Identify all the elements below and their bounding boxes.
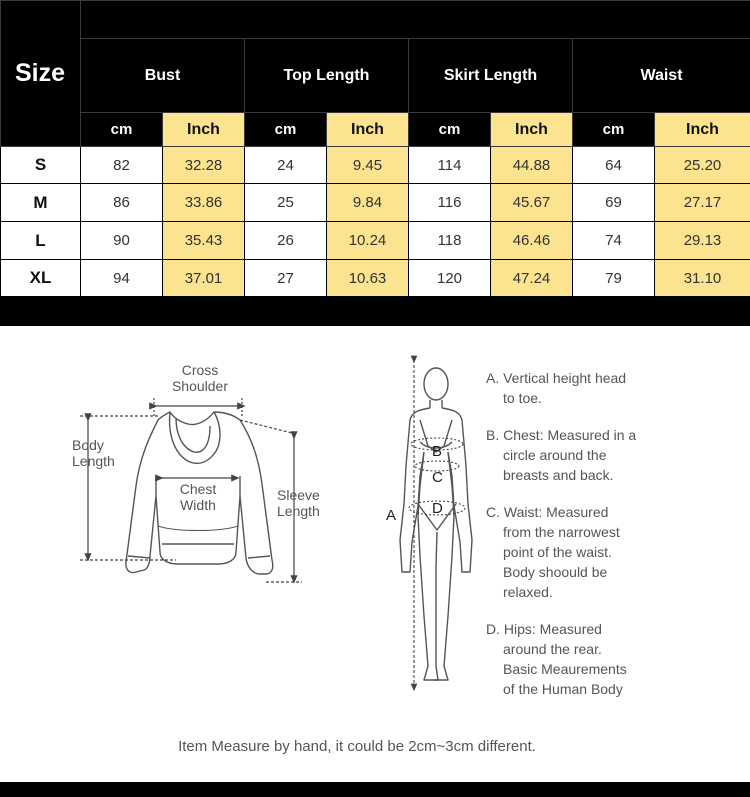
- cell: 24: [245, 147, 327, 184]
- cell: 10.24: [327, 222, 409, 260]
- measurement-note: Item Measure by hand, it could be 2cm~3cm different.: [178, 738, 536, 755]
- measurement-legend: [486, 368, 736, 716]
- cell: 114: [409, 147, 491, 184]
- table-row: [1, 147, 750, 184]
- cell: 35.43: [163, 222, 245, 260]
- cell: 26: [245, 222, 327, 260]
- cell: 94: [81, 260, 163, 297]
- size-label: L: [1, 222, 81, 260]
- cell: 29.13: [655, 222, 750, 260]
- cell: 44.88: [491, 147, 573, 184]
- unit-cm-header: cm: [573, 113, 655, 147]
- size-label: M: [1, 184, 81, 222]
- chest-width-label: Chest Width: [179, 481, 217, 513]
- cell: 86: [81, 184, 163, 222]
- table-row: [1, 260, 750, 297]
- cell: 47.24: [491, 260, 573, 297]
- group-header-top-length: Top Length: [245, 39, 409, 113]
- unit-header-row: [1, 113, 750, 147]
- cell: 37.01: [163, 260, 245, 297]
- legend-item-b: B. Chest: Measured in a circle around the breasts and back.: [486, 427, 637, 483]
- size-header: Size: [1, 1, 81, 147]
- cell: 9.45: [327, 147, 409, 184]
- human-body-icon: [400, 368, 472, 680]
- unit-inch-header: Inch: [163, 113, 245, 147]
- unit-cm-header: cm: [409, 113, 491, 147]
- table-row: [1, 184, 750, 222]
- unit-inch-header: Inch: [327, 113, 409, 147]
- cell: 27.17: [655, 184, 750, 222]
- marker-a: A: [386, 507, 397, 524]
- unit-inch-header: Inch: [655, 113, 750, 147]
- group-header-waist: Waist: [573, 39, 750, 113]
- marker-b: B: [432, 443, 443, 460]
- cell: 10.63: [327, 260, 409, 297]
- unit-cm-header: cm: [245, 113, 327, 147]
- cell: 32.28: [163, 147, 245, 184]
- unit-inch-header: Inch: [491, 113, 573, 147]
- cell: 46.46: [491, 222, 573, 260]
- divider-band: [0, 296, 750, 326]
- group-header-skirt-length: Skirt Length: [409, 39, 573, 113]
- sleeve-length-label: Sleeve Length: [277, 487, 320, 519]
- measurement-guide: [0, 326, 750, 782]
- cell: 120: [409, 260, 491, 297]
- cell: 74: [573, 222, 655, 260]
- legend-item-a: A. Vertical height head to toe.: [486, 370, 627, 406]
- size-label: S: [1, 147, 81, 184]
- bottom-band: [0, 782, 750, 797]
- cell: 9.84: [327, 184, 409, 222]
- cell: 27: [245, 260, 327, 297]
- cell: 90: [81, 222, 163, 260]
- table-row: [1, 222, 750, 260]
- table-top-blank-row: [1, 1, 750, 39]
- cell: 118: [409, 222, 491, 260]
- size-chart-table: [0, 0, 750, 297]
- marker-c: C: [432, 469, 443, 486]
- cell: 25: [245, 184, 327, 222]
- cross-shoulder-label: Cross Shoulder: [171, 362, 229, 394]
- cell: 69: [573, 184, 655, 222]
- unit-cm-header: cm: [81, 113, 163, 147]
- cell: 64: [573, 147, 655, 184]
- legend-item-c: C. Waist: Measured from the narrowest point of the waist. Body shoould be relaxed.: [486, 504, 620, 600]
- cell: 45.67: [491, 184, 573, 222]
- cell: 25.20: [655, 147, 750, 184]
- cell: 33.86: [163, 184, 245, 222]
- body-length-label: Body Length: [72, 437, 115, 469]
- size-label: XL: [1, 260, 81, 297]
- cell: 82: [81, 147, 163, 184]
- group-header-row: [1, 39, 750, 113]
- cell: 79: [573, 260, 655, 297]
- legend-item-d: D. Hips: Measured around the rear. Basic Meaurements of the Human Body: [486, 621, 627, 697]
- cell: 116: [409, 184, 491, 222]
- header-blank-band: [81, 1, 750, 39]
- marker-d: D: [432, 500, 443, 517]
- group-header-bust: Bust: [81, 39, 245, 113]
- cell: 31.10: [655, 260, 750, 297]
